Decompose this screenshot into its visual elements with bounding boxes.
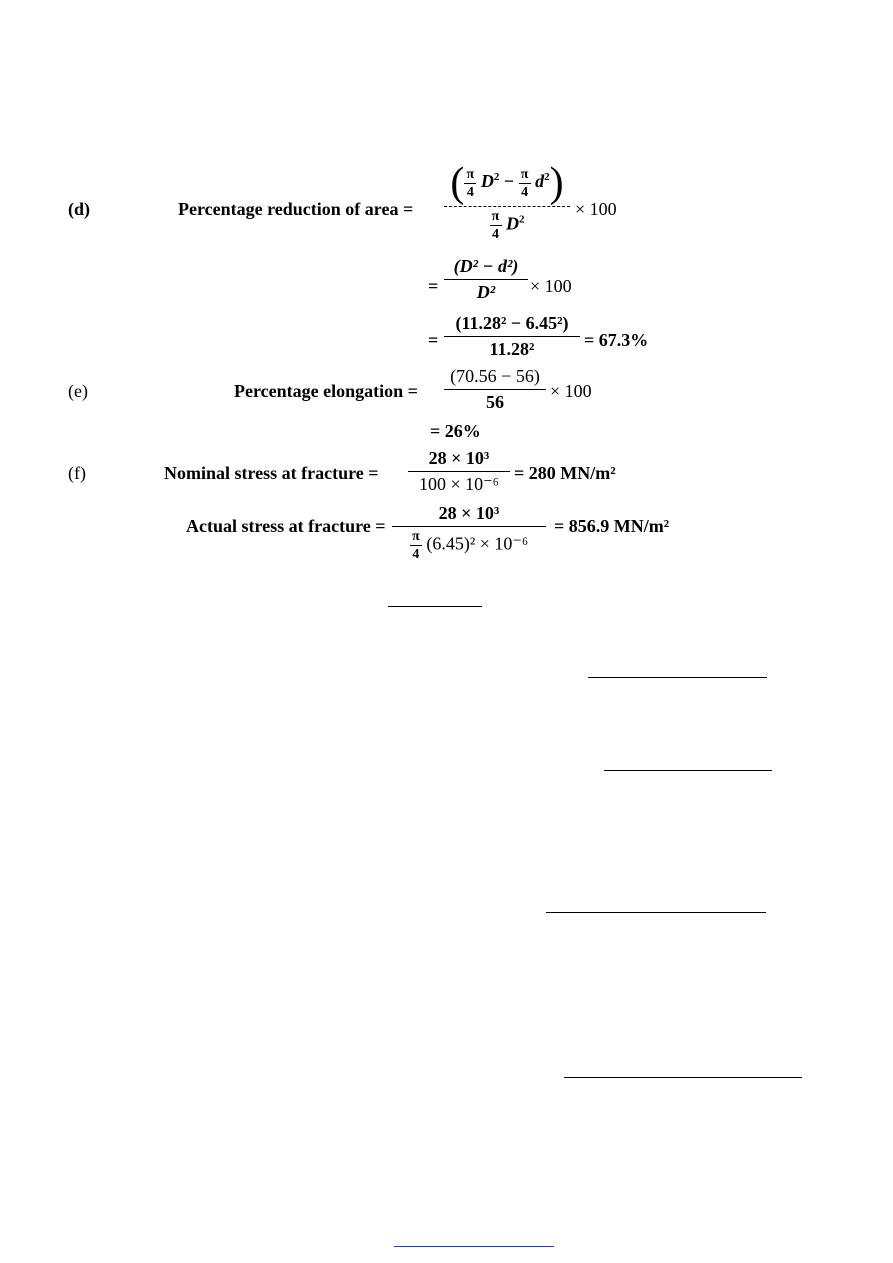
part-d-step3-fraction (444, 313, 580, 360)
part-e-x100: × 100 (550, 381, 592, 401)
blank-rule-1 (388, 606, 482, 607)
part-d-label: (d) (68, 199, 90, 219)
part-d-step2-denominator: D² (476, 282, 496, 302)
part-f-actual-result: = 856.9 MN/m² (554, 516, 670, 536)
part-d-step2-equals: = (428, 276, 439, 296)
part-e-result: = 26% (430, 421, 481, 441)
part-d-result: = 67.3% (584, 330, 649, 350)
part-e-fraction (444, 366, 546, 413)
part-f-nominal-lhs: Nominal stress at fracture = (164, 463, 379, 483)
blank-rule-4 (546, 912, 766, 913)
part-e-lhs: Percentage elongation = (234, 381, 418, 401)
part-f-actual-numerator: 28 × 10³ (438, 503, 500, 523)
part-f-nominal-denominator: 100 × 10⁻⁶ (419, 474, 499, 494)
part-e-label: (e) (68, 381, 88, 401)
part-f-nominal-fraction (408, 448, 510, 495)
part-f-actual-lhs: Actual stress at fracture = (186, 516, 386, 536)
part-d-main-fraction (444, 162, 570, 242)
part-f-actual-denominator: $\frac{\pi}{4}$ (6.45)² × 10⁻⁶ (392, 529, 546, 562)
part-d-x100: × 100 (575, 199, 617, 219)
part-f-nominal-result: = 280 MN/m² (514, 463, 616, 483)
part-f-label: (f) (68, 463, 86, 483)
part-e-numerator: (70.56 − 56) (450, 366, 540, 386)
blank-rule-5 (564, 1077, 802, 1078)
part-d-lhs: Percentage reduction of area = (178, 199, 414, 219)
part-d-step2-fraction (444, 256, 528, 303)
part-d-main-numerator: ( $\frac{\pi}{4}$ $D^2$ − $\frac{\pi}{4}$ $d^2$) (450, 160, 564, 206)
part-f-nominal-numerator: 28 × 10³ (428, 448, 490, 468)
part-d-step3-equals: = (428, 330, 439, 350)
blank-rule-2 (588, 677, 767, 678)
part-d-step2-x100: × 100 (530, 276, 572, 296)
blank-rule-3 (604, 770, 772, 771)
part-d-step2-numerator: (D² − d²) (453, 256, 519, 276)
part-d-step3-denominator: 11.28² (489, 339, 535, 359)
part-d-step3-numerator: (11.28² − 6.45²) (455, 313, 569, 333)
part-d-main-denominator: $\frac{\pi}{4}$ $D^2$ (444, 209, 570, 242)
part-f-actual-denominator-tail: (6.45)² × 10⁻⁶ (426, 533, 529, 554)
part-e-denominator: 56 (486, 392, 504, 412)
part-f-actual-fraction (392, 503, 546, 562)
footer-link-rule[interactable] (394, 1246, 554, 1247)
